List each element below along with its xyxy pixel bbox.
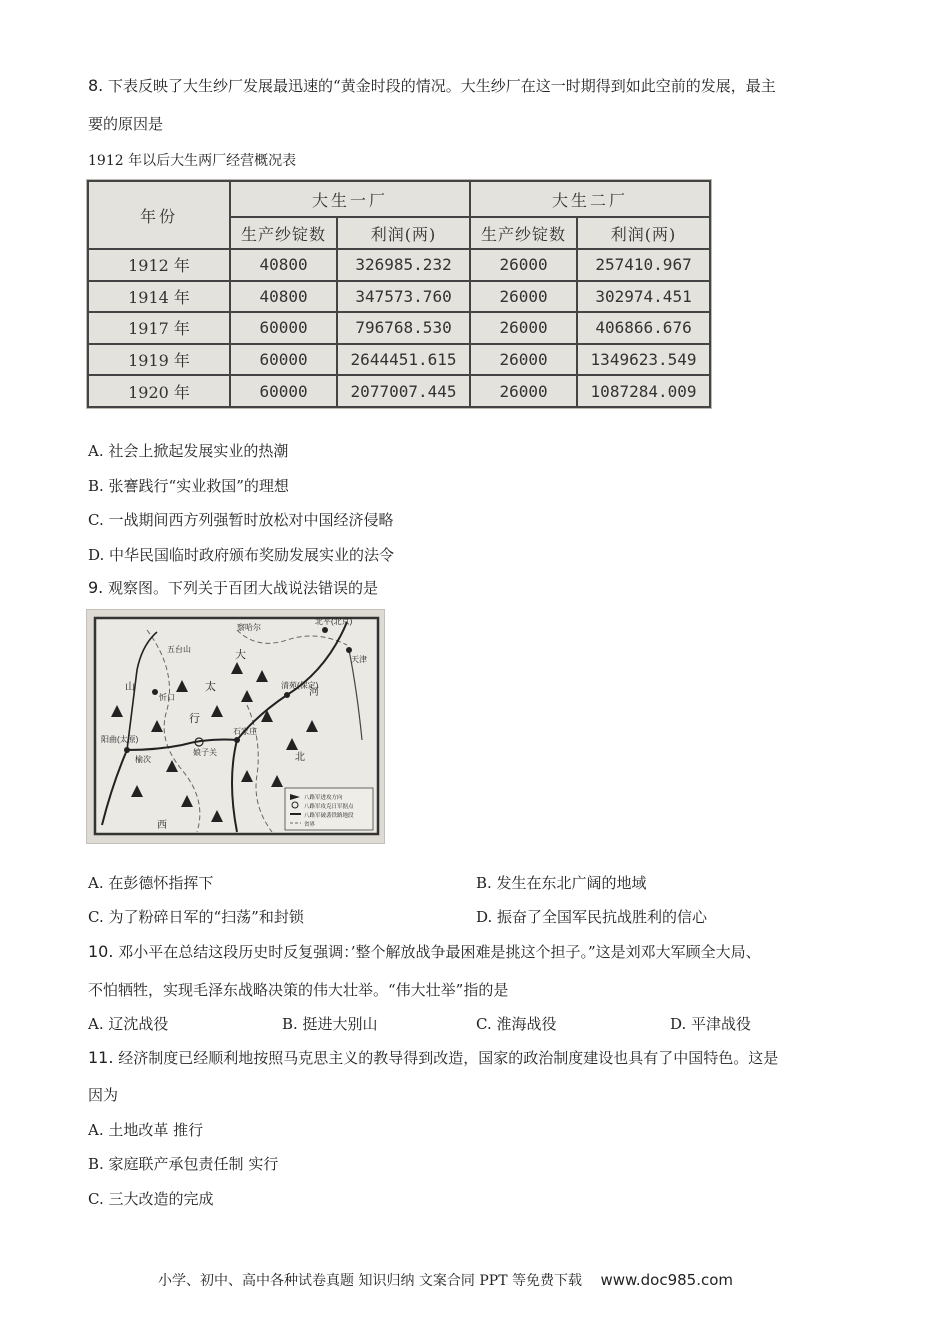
q10-stem-text1: 邓小平在总结这段历史时反复强调：’整个解放战争最困难是挑这个担子。”这是刘邓大军顾全大局、 — [118, 943, 761, 961]
map-label: 阳曲(太原) — [101, 735, 139, 744]
map-label: 榆次 — [135, 755, 151, 764]
q8-option-b: B. 张謇践行“实业救国”的理想 — [88, 477, 289, 495]
table-row — [88, 375, 710, 407]
cell: 1919 年 — [88, 344, 230, 376]
cell: 2644451.615 — [337, 344, 470, 376]
cell: 1917 年 — [88, 312, 230, 344]
cell: 1087284.009 — [577, 375, 710, 407]
q8-stem-line2: 要的原因是 — [88, 115, 164, 133]
q8-option-c: C. 一战期间西方列强暂时放松对中国经济侵略 — [88, 511, 394, 529]
map-label: 察哈尔 — [237, 623, 261, 632]
group-header-1: 大生一厂 — [230, 181, 470, 217]
table-row — [88, 312, 710, 344]
q9-option-b: B. 发生在东北广阔的地域 — [476, 874, 647, 892]
q8-stem-line1 — [88, 76, 776, 96]
footer-link[interactable]: www.doc985.com — [600, 1271, 734, 1289]
cell: 302974.451 — [577, 281, 710, 313]
q10-option-c: C. 淮海战役 — [476, 1015, 557, 1033]
map-label: 石家庄 — [233, 727, 257, 736]
q10-option-b: B. 挺进大别山 — [282, 1015, 378, 1033]
cell: 1914 年 — [88, 281, 230, 313]
table-caption: 1912 年以后大生两厂经营概况表 — [88, 153, 297, 169]
cell: 40800 — [230, 249, 337, 281]
table-photo — [86, 179, 712, 409]
map-legend — [285, 788, 373, 830]
map-svg — [87, 610, 384, 843]
cell: 60000 — [230, 312, 337, 344]
cell: 26000 — [470, 249, 577, 281]
q10-stem-line1 — [88, 942, 761, 962]
group-header-2: 大生二厂 — [470, 181, 710, 217]
map-label: 西 — [157, 820, 167, 831]
cell: 26000 — [470, 344, 577, 376]
q8-stem-text1: 下表反映了大生纱厂发展最迅速的“黄金时段的情况。大生纱厂在这一时期得到如此空前的发展，最主 — [108, 77, 776, 95]
cell: 1349623.549 — [577, 344, 710, 376]
table-row — [88, 281, 710, 313]
cell: 26000 — [470, 312, 577, 344]
factory-table — [87, 180, 711, 408]
q8-number: 8. — [88, 76, 104, 95]
cell: 326985.232 — [337, 249, 470, 281]
q9-stem-text: 观察图。下列关于百团大战说法错误的是 — [108, 579, 379, 597]
legend-item: 八路军进攻方向 — [304, 795, 343, 801]
cell: 1912 年 — [88, 249, 230, 281]
q10-stem-line2: 不怕牺牲，实现毛泽东战略决策的伟大壮举。“伟大壮举”指的是 — [88, 981, 509, 999]
year-header: 年份 — [88, 181, 230, 249]
q9-stem — [88, 578, 378, 598]
q11-option-c: C. 三大改造的完成 — [88, 1190, 214, 1208]
map-label: 行 — [189, 713, 200, 725]
table-row — [88, 344, 710, 376]
sub-header: 生产纱锭数 — [230, 217, 337, 249]
cell: 796768.530 — [337, 312, 470, 344]
cell: 60000 — [230, 344, 337, 376]
cell: 26000 — [470, 375, 577, 407]
q11-stem-text1: 经济制度已经顺利地按照马克思主义的教导得到改造，国家的政治制度建设也具有了中国特色。这是 — [118, 1049, 779, 1067]
q9-option-c: C. 为了粉碎日军的“扫荡”和封锁 — [88, 908, 304, 926]
cell: 406866.676 — [577, 312, 710, 344]
sub-header: 利润(两) — [577, 217, 710, 249]
cell: 347573.760 — [337, 281, 470, 313]
page-footer — [158, 1270, 733, 1290]
map-label: 五台山 — [167, 645, 191, 654]
cell: 40800 — [230, 281, 337, 313]
map-label: 太 — [205, 681, 216, 693]
table-row — [88, 249, 710, 281]
q11-number: 11. — [88, 1048, 114, 1067]
map-label: 北平(北京) — [315, 617, 353, 626]
map-label: 忻口 — [159, 693, 175, 702]
map-label: 山 — [125, 682, 135, 693]
q9-option-a: A. 在彭德怀指挥下 — [88, 874, 214, 892]
cell: 26000 — [470, 281, 577, 313]
legend-item: 八路军破袭铁路地段 — [304, 813, 354, 819]
q11-option-b: B. 家庭联产承包责任制 实行 — [88, 1155, 279, 1173]
q11-option-a: A. 土地改革 推行 — [88, 1121, 204, 1139]
q11-stem-line1 — [88, 1048, 778, 1068]
map-label: 大 — [235, 649, 246, 661]
q8-option-a: A. 社会上掀起发展实业的热潮 — [88, 442, 289, 460]
q8-option-d: D. 中华民国临时政府颁布奖励发展实业的法令 — [88, 546, 395, 564]
map-label: 清苑(保定) — [281, 681, 319, 690]
cell: 1920 年 — [88, 375, 230, 407]
q9-number: 9. — [88, 578, 104, 597]
map-label: 娘子关 — [193, 748, 217, 757]
q10-option-a: A. 辽沈战役 — [88, 1015, 169, 1033]
map-label: 北 — [295, 752, 305, 763]
cell: 257410.967 — [577, 249, 710, 281]
sub-header: 利润(两) — [337, 217, 470, 249]
hundred-regiments-map — [86, 609, 385, 844]
cell: 2077007.445 — [337, 375, 470, 407]
q10-option-d: D. 平津战役 — [670, 1015, 752, 1033]
legend-item: 省界 — [304, 822, 316, 828]
q9-option-d: D. 振奋了全国军民抗战胜利的信心 — [476, 908, 708, 926]
footer-text: 小学、初中、高中各种试卷真题 知识归纳 文案合同 PPT 等免费下载 — [158, 1273, 582, 1289]
cell: 60000 — [230, 375, 337, 407]
map-label: 天津 — [351, 655, 367, 664]
legend-item: 八路军攻克日军据点 — [304, 804, 354, 810]
sub-header: 生产纱锭数 — [470, 217, 577, 249]
q11-stem-line2: 因为 — [88, 1086, 119, 1104]
map-label: 河 — [309, 687, 319, 698]
q10-number: 10. — [88, 942, 114, 961]
